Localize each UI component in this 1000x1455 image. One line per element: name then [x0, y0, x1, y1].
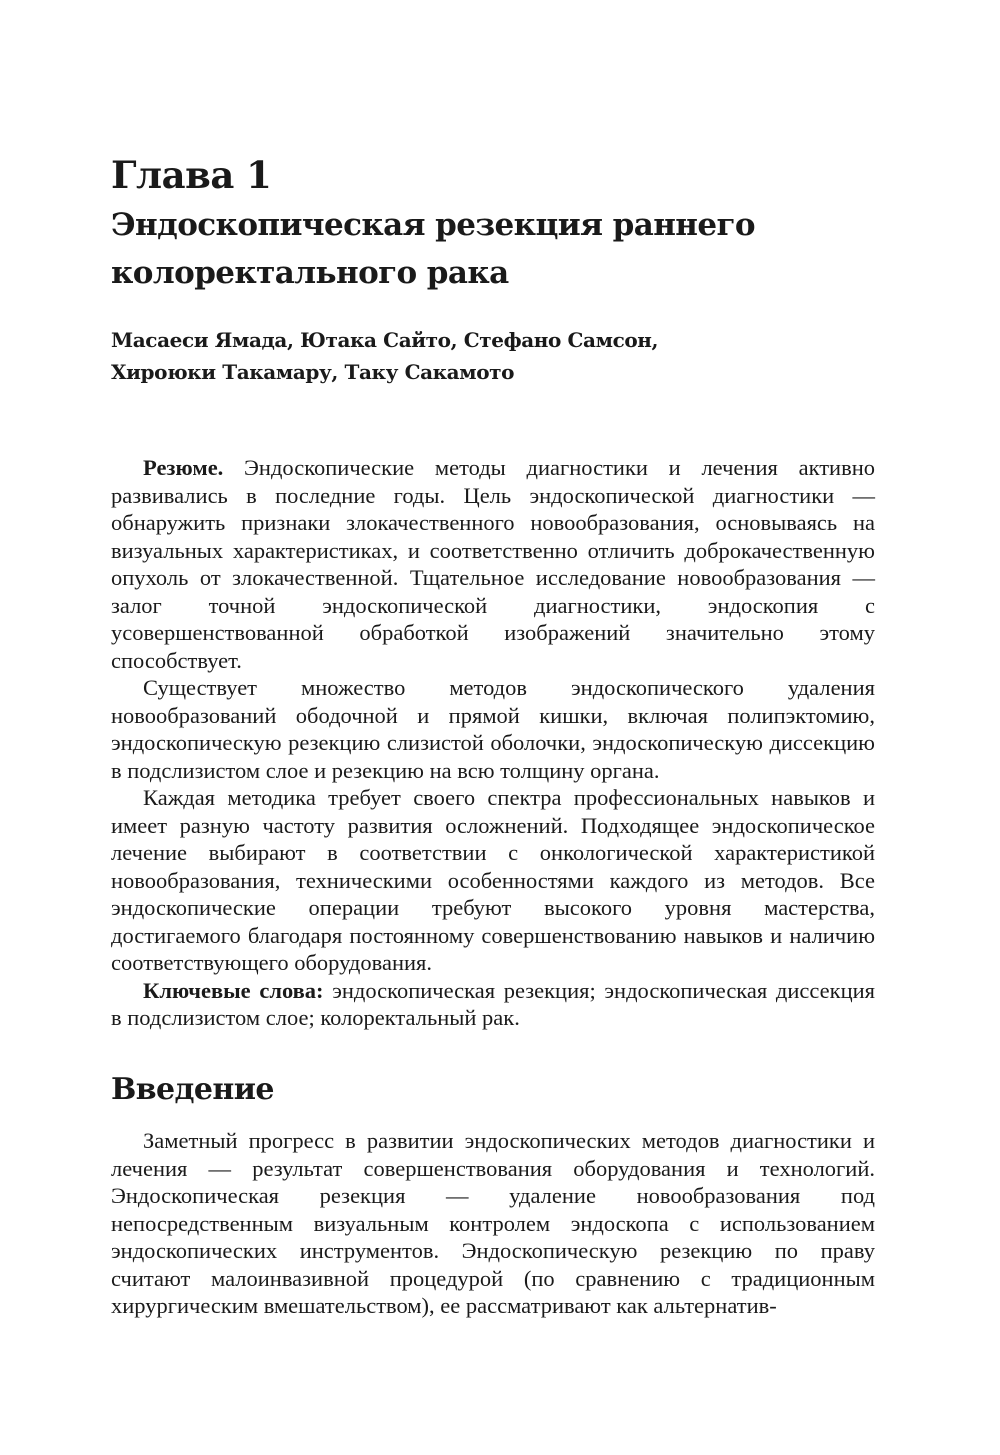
chapter-title	[111, 201, 875, 297]
summary-label: Резюме.	[143, 455, 224, 480]
chapter-number: Глава 1	[111, 153, 272, 197]
abstract-summary-paragraph	[111, 454, 875, 674]
authors-line: Масаеси Ямада, Ютака Сайто, Стефано Самсон,	[111, 328, 659, 352]
abstract	[111, 454, 875, 1032]
authors	[111, 324, 658, 388]
introduction-body	[111, 1127, 875, 1320]
chapter-title-line: колоректального рака	[111, 255, 509, 291]
abstract-paragraph: Существует множество методов эндоскопического удаления новообразований ободочной и прямой кишки, включая полипэктомию, эндоскопическую резекцию слизистой оболочки, эндоскопическую диссекцию в подслизистом слое и резекцию на всю толщину органа.	[111, 675, 875, 783]
introduction-paragraph: Заметный прогресс в развитии эндоскопических методов диагностики и лечения — результат совершенствования оборудования и технологий. Эндоскопическая резекция — удаление новообразования под непосредственным визуальным контролем эндоскопа с использованием эндоскопических инструментов. Эндоскопическую резекцию по праву считают малоинвазивной процедурой (по сравнению с традиционным хирургическим вмешательством), ее рассматривают как альтернатив-	[111, 1128, 875, 1318]
keywords-label: Ключевые слова:	[143, 977, 324, 1003]
abstract-paragraph: Каждая методика требует своего спектра профессиональных навыков и имеет разную частоту развития осложнений. Подходящее эндоскопическое лечение выбирают в соответствии с онкологической характеристикой новообразования, техническими особенностями каждого из методов. Все эндоскопические операции требуют высокого уровня мастерства, достигаемого благодаря постоянному совершенствованию навыков и наличию соответствующего оборудования.	[111, 785, 875, 975]
chapter-title-line: Эндоскопическая резекция раннего	[111, 207, 755, 243]
keywords-paragraph	[111, 977, 875, 1032]
summary-text: Эндоскопические методы диагностики и лечения активно развивались в последние годы. Цель эндоскопической диагностики — обнаружить признаки злокачественного новообразования, основываясь на визуальных характеристиках, и соответственно отличить доброкачественную опухоль от злокачественной. Тщательное исследование новообразования — залог точной эндоскопической диагностики, эндоскопия с усовершенствованной обработкой изображений значительно этому способствует.	[111, 455, 875, 673]
section-heading-introduction: Введение	[111, 1072, 274, 1107]
authors-line: Хироюки Такамару, Таку Сакамото	[111, 360, 515, 384]
keywords-text: эндоскопическая резекция; эндоскопическая диссекция в подслизистом слое; колоректальный рак.	[111, 977, 875, 1030]
